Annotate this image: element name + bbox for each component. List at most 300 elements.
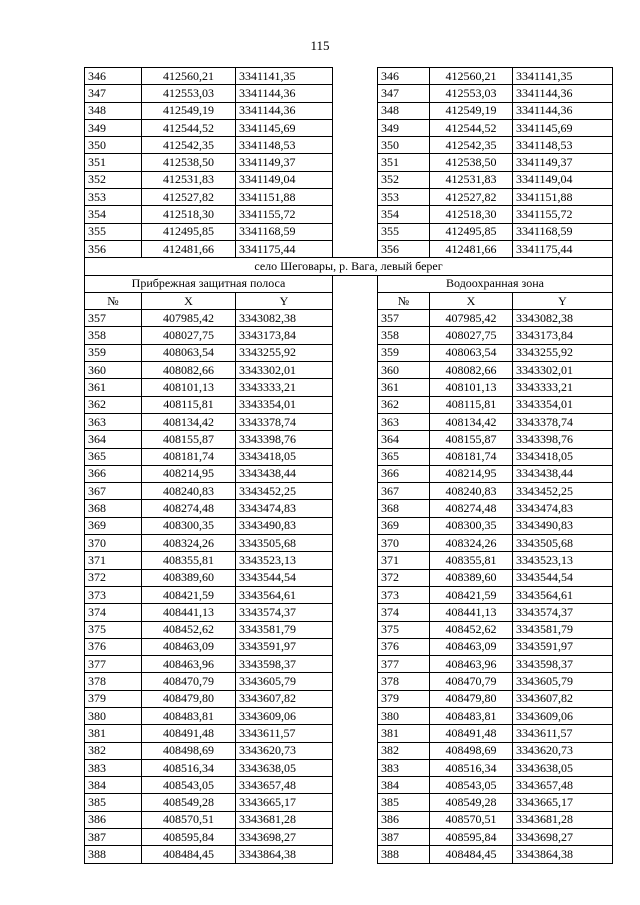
right-coord-y: 3341149,37	[513, 154, 613, 171]
right-point-number: 361	[378, 379, 430, 396]
left-coord-x: 408063,54	[142, 344, 236, 361]
right-point-number: 375	[378, 621, 430, 638]
table-row	[85, 413, 613, 430]
left-coord-x: 412518,30	[142, 206, 236, 223]
right-coord-y: 3341144,36	[513, 85, 613, 102]
left-point-number: 384	[85, 777, 142, 794]
left-coord-x: 408389,60	[142, 569, 236, 586]
left-coord-y: 3341175,44	[236, 240, 333, 257]
column-gap	[333, 569, 378, 586]
right-coord-y: 3343681,28	[513, 811, 613, 828]
left-coord-x: 408484,45	[142, 846, 236, 863]
left-coord-x: 412549,19	[142, 102, 236, 119]
column-header-y: Y	[236, 292, 333, 309]
column-gap	[333, 517, 378, 534]
left-coord-x: 408549,28	[142, 794, 236, 811]
right-point-number: 384	[378, 777, 430, 794]
table-row	[85, 85, 613, 102]
column-gap	[333, 292, 378, 309]
right-point-number: 380	[378, 707, 430, 724]
left-coord-y: 3343452,25	[236, 483, 333, 500]
right-point-number: 372	[378, 569, 430, 586]
left-coord-y: 3343398,76	[236, 431, 333, 448]
coordinates-table	[84, 67, 613, 864]
table-row	[85, 240, 613, 257]
column-gap	[333, 413, 378, 430]
right-coord-x: 408483,81	[430, 707, 513, 724]
left-coord-x: 408300,35	[142, 517, 236, 534]
right-point-number: 388	[378, 846, 430, 863]
right-coord-x: 408063,54	[430, 344, 513, 361]
left-point-number: 349	[85, 119, 142, 136]
table-row	[85, 396, 613, 413]
right-coord-x: 408082,66	[430, 362, 513, 379]
column-gap	[333, 344, 378, 361]
left-coord-y: 3343490,83	[236, 517, 333, 534]
table-row	[85, 379, 613, 396]
column-gap	[333, 189, 378, 206]
left-coord-y: 3343581,79	[236, 621, 333, 638]
table-row	[85, 119, 613, 136]
left-coord-y: 3343657,48	[236, 777, 333, 794]
column-gap	[333, 846, 378, 863]
right-point-number: 374	[378, 604, 430, 621]
table-row	[85, 621, 613, 638]
left-coord-x: 408441,13	[142, 604, 236, 621]
right-point-number: 347	[378, 85, 430, 102]
column-header-x: X	[142, 292, 236, 309]
column-header-num: №	[378, 292, 430, 309]
column-gap	[333, 223, 378, 240]
right-coord-y: 3343333,21	[513, 379, 613, 396]
right-coord-y: 3343378,74	[513, 413, 613, 430]
table-row	[85, 448, 613, 465]
left-point-number: 380	[85, 707, 142, 724]
right-coord-x: 408214,95	[430, 465, 513, 482]
right-coord-y: 3343609,06	[513, 707, 613, 724]
right-coord-x: 408300,35	[430, 517, 513, 534]
left-coord-x: 408463,96	[142, 656, 236, 673]
right-coord-y: 3343523,13	[513, 552, 613, 569]
left-coord-x: 408479,80	[142, 690, 236, 707]
table-row	[85, 569, 613, 586]
left-coord-x: 408516,34	[142, 759, 236, 776]
left-point-number: 376	[85, 638, 142, 655]
right-coord-x: 412549,19	[430, 102, 513, 119]
right-coord-y: 3343564,61	[513, 586, 613, 603]
right-point-number: 350	[378, 137, 430, 154]
left-coord-x: 408115,81	[142, 396, 236, 413]
right-coord-x: 408463,96	[430, 656, 513, 673]
left-coord-y: 3343574,37	[236, 604, 333, 621]
right-coord-x: 408240,83	[430, 483, 513, 500]
left-coord-y: 3341145,69	[236, 119, 333, 136]
column-gap	[333, 362, 378, 379]
left-coord-y: 3343609,06	[236, 707, 333, 724]
right-point-number: 351	[378, 154, 430, 171]
right-point-number: 371	[378, 552, 430, 569]
column-gap	[333, 448, 378, 465]
left-point-number: 364	[85, 431, 142, 448]
table-row	[85, 777, 613, 794]
right-point-number: 354	[378, 206, 430, 223]
table-row	[85, 586, 613, 603]
left-coord-y: 3343598,37	[236, 656, 333, 673]
column-gap	[333, 742, 378, 759]
left-point-number: 383	[85, 759, 142, 776]
left-coord-y: 3343082,38	[236, 310, 333, 327]
right-coord-y: 3343438,44	[513, 465, 613, 482]
left-point-number: 369	[85, 517, 142, 534]
right-coord-y: 3343605,79	[513, 673, 613, 690]
right-coord-y: 3343574,37	[513, 604, 613, 621]
left-point-number: 350	[85, 137, 142, 154]
right-coord-y: 3343398,76	[513, 431, 613, 448]
right-coord-y: 3343581,79	[513, 621, 613, 638]
table-row	[85, 742, 613, 759]
left-coord-y: 3343681,28	[236, 811, 333, 828]
right-coord-x: 408479,80	[430, 690, 513, 707]
left-point-number: 361	[85, 379, 142, 396]
column-gap	[333, 673, 378, 690]
table-row	[85, 638, 613, 655]
right-coord-y: 3341168,59	[513, 223, 613, 240]
right-coord-x: 408355,81	[430, 552, 513, 569]
left-coord-x: 408498,69	[142, 742, 236, 759]
left-coord-x: 408595,84	[142, 829, 236, 846]
left-point-number: 368	[85, 500, 142, 517]
column-header-row	[85, 292, 613, 309]
left-point-number: 372	[85, 569, 142, 586]
right-point-number: 387	[378, 829, 430, 846]
table-row	[85, 137, 613, 154]
right-coord-x: 412538,50	[430, 154, 513, 171]
left-point-number: 379	[85, 690, 142, 707]
right-coord-x: 412553,03	[430, 85, 513, 102]
right-coord-y: 3343598,37	[513, 656, 613, 673]
right-coord-x: 408516,34	[430, 759, 513, 776]
left-coord-y: 3341149,37	[236, 154, 333, 171]
table-row	[85, 517, 613, 534]
right-coord-y: 3343591,97	[513, 638, 613, 655]
column-gap	[333, 310, 378, 327]
right-point-number: 379	[378, 690, 430, 707]
table-row	[85, 68, 613, 85]
right-point-number: 348	[378, 102, 430, 119]
column-gap	[333, 85, 378, 102]
table-row	[85, 829, 613, 846]
right-coord-x: 408324,26	[430, 535, 513, 552]
right-coord-y: 3341141,35	[513, 68, 613, 85]
column-gap	[333, 759, 378, 776]
right-coord-y: 3343665,17	[513, 794, 613, 811]
left-point-number: 356	[85, 240, 142, 257]
right-coord-x: 412544,52	[430, 119, 513, 136]
left-coord-x: 407985,42	[142, 310, 236, 327]
right-coord-y: 3343611,57	[513, 725, 613, 742]
right-coord-x: 408452,62	[430, 621, 513, 638]
right-point-number: 352	[378, 171, 430, 188]
right-coord-y: 3341175,44	[513, 240, 613, 257]
right-coord-x: 412527,82	[430, 189, 513, 206]
table-row	[85, 171, 613, 188]
right-point-number: 373	[378, 586, 430, 603]
right-coord-x: 412560,21	[430, 68, 513, 85]
left-coord-x: 408082,66	[142, 362, 236, 379]
table-row	[85, 431, 613, 448]
right-coord-x: 412495,85	[430, 223, 513, 240]
right-coord-y: 3343638,05	[513, 759, 613, 776]
left-point-number: 355	[85, 223, 142, 240]
table-row	[85, 102, 613, 119]
column-gap	[333, 119, 378, 136]
right-coord-x: 408441,13	[430, 604, 513, 621]
left-coord-y: 3341151,88	[236, 189, 333, 206]
right-coord-y: 3343354,01	[513, 396, 613, 413]
right-point-number: 362	[378, 396, 430, 413]
right-coord-y: 3341148,53	[513, 137, 613, 154]
right-coord-y: 3343452,25	[513, 483, 613, 500]
right-point-number: 386	[378, 811, 430, 828]
left-coord-x: 412531,83	[142, 171, 236, 188]
right-point-number: 363	[378, 413, 430, 430]
right-point-number: 383	[378, 759, 430, 776]
left-point-number: 347	[85, 85, 142, 102]
right-point-number: 360	[378, 362, 430, 379]
right-coord-y: 3343657,48	[513, 777, 613, 794]
left-coord-y: 3343620,73	[236, 742, 333, 759]
left-coord-y: 3343333,21	[236, 379, 333, 396]
left-coord-y: 3343173,84	[236, 327, 333, 344]
right-coord-x: 407985,42	[430, 310, 513, 327]
left-coord-x: 412481,66	[142, 240, 236, 257]
left-coord-y: 3343302,01	[236, 362, 333, 379]
left-coord-x: 408155,87	[142, 431, 236, 448]
left-coord-x: 408491,48	[142, 725, 236, 742]
table-row	[85, 707, 613, 724]
column-gap	[333, 240, 378, 257]
column-gap	[333, 794, 378, 811]
section-title: село Шеговары, р. Вага, левый берег	[85, 258, 613, 275]
right-coord-x: 408570,51	[430, 811, 513, 828]
right-coord-y: 3343082,38	[513, 310, 613, 327]
right-point-number: 367	[378, 483, 430, 500]
column-gap	[333, 465, 378, 482]
left-point-number: 373	[85, 586, 142, 603]
right-coord-x: 408181,74	[430, 448, 513, 465]
right-point-number: 365	[378, 448, 430, 465]
left-point-number: 357	[85, 310, 142, 327]
left-coord-x: 408470,79	[142, 673, 236, 690]
left-coord-y: 3343607,82	[236, 690, 333, 707]
left-coord-y: 3341148,53	[236, 137, 333, 154]
right-point-number: 358	[378, 327, 430, 344]
column-gap	[333, 552, 378, 569]
column-gap	[333, 829, 378, 846]
left-point-number: 363	[85, 413, 142, 430]
left-coord-y: 3343255,92	[236, 344, 333, 361]
left-point-number: 358	[85, 327, 142, 344]
left-coord-x: 408214,95	[142, 465, 236, 482]
table-body-top	[85, 68, 613, 258]
left-coord-x: 408570,51	[142, 811, 236, 828]
right-point-number: 346	[378, 68, 430, 85]
right-coord-y: 3343173,84	[513, 327, 613, 344]
right-point-number: 377	[378, 656, 430, 673]
left-point-number: 370	[85, 535, 142, 552]
table-row	[85, 846, 613, 863]
column-gap	[333, 206, 378, 223]
right-coord-x: 412542,35	[430, 137, 513, 154]
left-coord-y: 3341144,36	[236, 102, 333, 119]
left-point-number: 381	[85, 725, 142, 742]
right-coord-x: 408549,28	[430, 794, 513, 811]
table-row	[85, 483, 613, 500]
left-point-number: 362	[85, 396, 142, 413]
left-coord-x: 412544,52	[142, 119, 236, 136]
left-coord-y: 3341168,59	[236, 223, 333, 240]
table-row	[85, 535, 613, 552]
column-gap	[333, 811, 378, 828]
left-coord-x: 412495,85	[142, 223, 236, 240]
table-row	[85, 465, 613, 482]
column-header-x: X	[430, 292, 513, 309]
left-coord-y: 3343698,27	[236, 829, 333, 846]
right-coord-y: 3343255,92	[513, 344, 613, 361]
left-coord-y: 3343505,68	[236, 535, 333, 552]
left-coord-x: 412553,03	[142, 85, 236, 102]
right-coord-y: 3343620,73	[513, 742, 613, 759]
right-coord-x: 408463,09	[430, 638, 513, 655]
right-coord-x: 412481,66	[430, 240, 513, 257]
left-point-number: 378	[85, 673, 142, 690]
right-coord-x: 408421,59	[430, 586, 513, 603]
right-coord-y: 3343864,38	[513, 846, 613, 863]
left-coord-x: 408463,09	[142, 638, 236, 655]
column-gap	[333, 379, 378, 396]
right-coord-y: 3341151,88	[513, 189, 613, 206]
left-coord-y: 3341144,36	[236, 85, 333, 102]
right-point-number: 356	[378, 240, 430, 257]
table-row	[85, 189, 613, 206]
table-row	[85, 811, 613, 828]
left-coord-y: 3343611,57	[236, 725, 333, 742]
zone-title-left: Прибрежная защитная полоса	[85, 275, 333, 292]
column-gap	[333, 171, 378, 188]
zone-title-right: Водоохранная зона	[378, 275, 613, 292]
right-coord-x: 408027,75	[430, 327, 513, 344]
left-point-number: 367	[85, 483, 142, 500]
column-gap	[333, 707, 378, 724]
table-row	[85, 310, 613, 327]
right-coord-y: 3343607,82	[513, 690, 613, 707]
column-gap	[333, 604, 378, 621]
column-gap	[333, 535, 378, 552]
left-coord-x: 408274,48	[142, 500, 236, 517]
column-gap	[333, 431, 378, 448]
table-body-bottom	[85, 310, 613, 864]
right-coord-y: 3343474,83	[513, 500, 613, 517]
column-header-y: Y	[513, 292, 613, 309]
left-point-number: 359	[85, 344, 142, 361]
right-coord-x: 412518,30	[430, 206, 513, 223]
zone-title-row	[85, 275, 613, 292]
left-point-number: 386	[85, 811, 142, 828]
left-point-number: 375	[85, 621, 142, 638]
left-coord-x: 408324,26	[142, 535, 236, 552]
right-point-number: 385	[378, 794, 430, 811]
left-point-number: 374	[85, 604, 142, 621]
left-coord-y: 3341141,35	[236, 68, 333, 85]
left-coord-y: 3343474,83	[236, 500, 333, 517]
left-coord-x: 408134,42	[142, 413, 236, 430]
left-coord-x: 412527,82	[142, 189, 236, 206]
table-section-header	[85, 258, 613, 310]
left-point-number: 365	[85, 448, 142, 465]
column-gap	[333, 586, 378, 603]
left-coord-x: 408452,62	[142, 621, 236, 638]
right-point-number: 357	[378, 310, 430, 327]
left-coord-x: 412538,50	[142, 154, 236, 171]
left-point-number: 354	[85, 206, 142, 223]
column-gap	[333, 500, 378, 517]
right-coord-y: 3343698,27	[513, 829, 613, 846]
left-coord-x: 412560,21	[142, 68, 236, 85]
right-point-number: 366	[378, 465, 430, 482]
table-row	[85, 690, 613, 707]
column-header-num: №	[85, 292, 142, 309]
table-row	[85, 223, 613, 240]
left-coord-x: 412542,35	[142, 137, 236, 154]
right-coord-x: 408484,45	[430, 846, 513, 863]
left-coord-y: 3341155,72	[236, 206, 333, 223]
right-coord-y: 3343490,83	[513, 517, 613, 534]
left-coord-x: 408483,81	[142, 707, 236, 724]
right-point-number: 364	[378, 431, 430, 448]
right-point-number: 369	[378, 517, 430, 534]
page-number: 115	[310, 38, 330, 53]
right-coord-x: 408115,81	[430, 396, 513, 413]
column-gap	[333, 638, 378, 655]
right-coord-y: 3343505,68	[513, 535, 613, 552]
left-point-number: 388	[85, 846, 142, 863]
section-title-row	[85, 258, 613, 275]
left-point-number: 351	[85, 154, 142, 171]
right-point-number: 381	[378, 725, 430, 742]
right-coord-x: 408101,13	[430, 379, 513, 396]
right-coord-x: 408498,69	[430, 742, 513, 759]
right-point-number: 370	[378, 535, 430, 552]
table-row	[85, 206, 613, 223]
table-row	[85, 500, 613, 517]
column-gap	[333, 483, 378, 500]
table-row	[85, 759, 613, 776]
table-row	[85, 154, 613, 171]
column-gap	[333, 396, 378, 413]
right-coord-x: 408134,42	[430, 413, 513, 430]
table-row	[85, 327, 613, 344]
left-point-number: 366	[85, 465, 142, 482]
column-gap	[333, 137, 378, 154]
right-coord-y: 3341149,04	[513, 171, 613, 188]
right-coord-x: 408470,79	[430, 673, 513, 690]
right-point-number: 368	[378, 500, 430, 517]
table-row	[85, 725, 613, 742]
column-gap	[333, 656, 378, 673]
left-point-number: 387	[85, 829, 142, 846]
left-coord-y: 3343378,74	[236, 413, 333, 430]
table-row	[85, 344, 613, 361]
